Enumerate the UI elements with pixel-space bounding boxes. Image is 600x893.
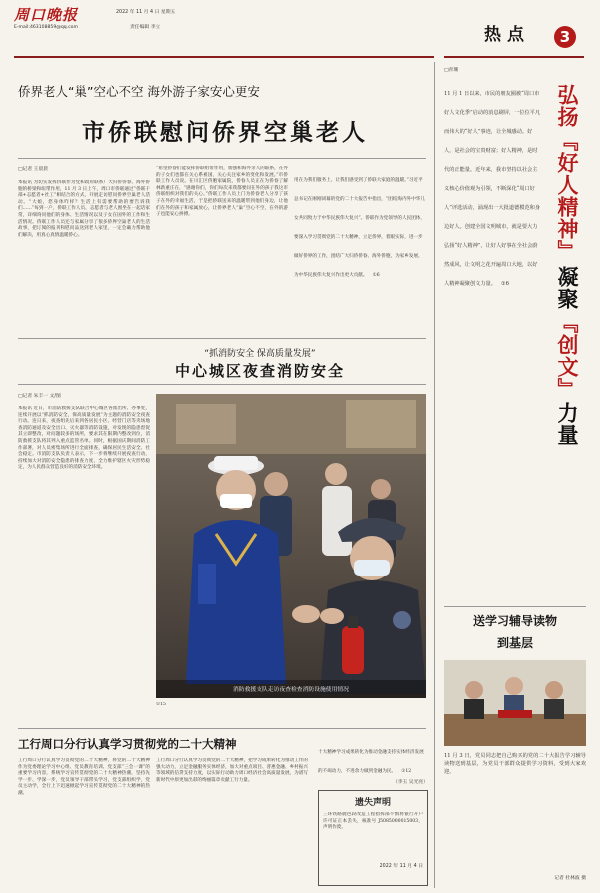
fire-body: 本报讯 近日，市消防救援支队联合中心城区各派出所、办事处，连续开展以“抓消防安全，保高质量发展”为主题的消防安全夜查行动。连日来，夜查组先后来到各居民小区、经营门店等夹场地查消防通道及安全出口、灭火器等消防设施，对发现的隐患督促其立即整改，对问题较多的场所，要求其在限期内整改到位，消防救援支队将其列入重点监管名单。同时，根据国庆期间消防工作部署，对人员密集场所进行全面排查，确保居民生活安全、社会稳定。市消防支队负责人表示，下一步将继续开展夜查行动，持续加大对消防安全隐患的排查力度，全力维护辖区火灾形势稳定，为人民群众营造良好的消防安全环境。 [18, 406, 150, 471]
fire-rule [18, 384, 426, 385]
right-column-end-mark: ①6 [500, 281, 509, 287]
lead-byline: □记者 王晨晨 [18, 167, 49, 172]
masthead-rule [14, 56, 434, 58]
bottom-col3 [318, 738, 428, 788]
fire-byline: □记者 朱丰一 文/图 [18, 394, 61, 399]
lost-notice-body: 三环铁路鹿邑段改造工程指挥部不慎将银行开户许可证正本丢失，核准号 J5085000015003，声明作废。 [323, 812, 423, 831]
lead-col1: 本报讯 为切实发挥侨联作为党和政府联系广大归侨侨眷、海外侨胞的桥梁和纽带作用，11 月 3 日上午，周口市侨联通过“侨联干部+志愿者+社工”相结合的方式，开展走访慰问侨界空巢老人活动。“大娘，您身体咋样？生活上有需要帮助的要告诉我们……”每到一户，侨联工作人员、志愿者与老人围坐在一起话家常，详细询问他们的身体、生活情况以及子女在国外的工作和生活情况。侨联工作人员还与家属分享了很多侨界空巢老人的生活故事，把订阅的报刊和慰问品送到老人家里，一定会确力帮助他们解决，用真心真情温暖侨心。 [18, 180, 150, 238]
lost-notice-title: 遗失声明 [354, 798, 391, 808]
lead-rule [18, 158, 426, 159]
bottom-col1: 工行周口分行认真学习贯彻党的二十大精神，将党的二十大精神作为党委理论学习中心组、党员教育培训、党支部“三会一课”的重要学习内容，系统学习宣传贯彻党的二十大精神热潮，坚持先学一步、学深一步，党员领导干部带头学习，党支部组织学，党员主动学，全行上下迅速掀起学习宣传贯彻党的二十大精神的热潮。 [18, 758, 150, 796]
newspaper-logo: 周口晚报 [14, 6, 79, 24]
section-divider [18, 338, 426, 339]
vertical-headline [546, 84, 588, 456]
right-column-body-wrap [444, 80, 542, 600]
bottom-reporter: （李玉 吴光亮） [392, 780, 428, 785]
sub-photo-illustration [444, 660, 586, 746]
lost-notice-date: 2022 年 11 月 4 日 [379, 864, 423, 869]
bottom-headline: 工行周口分行认真学习贯彻党的二十大精神 [18, 737, 237, 751]
fire-headline: 中心城区夜查消防安全 [174, 362, 345, 380]
vertical-headline-part-2: 『好人精神』 [555, 130, 579, 262]
right-sub-body: 11 月 3 日，党员同志把自己购买的党的二十大报告学习辅导读物送到基层，为党员干部群众提供学习资料，受到大家欢迎。 [444, 753, 586, 775]
fire-inspection-photo [156, 394, 426, 698]
bottom-divider [18, 728, 426, 729]
lead-end-mark: ①6 [372, 273, 380, 278]
lead-col2: “希望侨眷们能发挥侨联组带作用，加强和海外亲人的联系，在外的子女们也都在关心系祖国，关心关注家乡的变化和发展。”市侨联工作人员说。在川汇区侨胞家属院，侨眷人员正在为侨眷了解林新重庄在，“感谢你们，你们每次来我都要问在外的孩子我这市侨联组织对我们的关心。”侨联工作人员上门为侨眷老人分享了孩子在外的幸福生活，于是把侨联送来的温暖带到他们身边，让他们在外的孩子和家属放心，让侨界老人“巢”空心不空，在外的游子也能安心拼搏。 [156, 166, 288, 218]
right-sub-headline-2: 到基层 [496, 636, 533, 650]
email-line: E-mail:463108859@qq.com [14, 25, 78, 30]
lead-headline: 市侨联慰问侨界空巢老人 [82, 119, 368, 146]
page-number-badge [554, 26, 576, 48]
section-title: 热点 [484, 25, 530, 45]
vertical-headline-part-1: 弘扬 [555, 84, 579, 128]
date-line: 2022 年 11 月 4 日 星期五 [116, 10, 176, 15]
bottom-end-mark: ①12 [401, 769, 412, 774]
lead-col3: 用在为我们服务上，让我们感受到了侨联大家庭的温暖。”习近平总书记在刚刚闭幕的党的二十大报告中指出，“团结海内外中华儿女共同致力于中华民族伟大复兴”。侨联作为党领导的人民团体，要深入学习贯彻党的二十大精神，立足侨界，着眼实际，进一步做好侨界的工作，团结广大归侨侨眷、海外侨胞，为家乡发展、为中华民族伟大复兴作出更大贡献。 [294, 178, 425, 278]
masthead [0, 0, 600, 60]
right-sub-divider [444, 606, 586, 607]
fire-end-mark: ①15 [156, 702, 166, 707]
right-column-body: 11 月 1 日以来，市民的朋友圈被“周口市好人文化季”启动的消息刷屏，一位位平凡而伟大的“好人”事迹，让全城感动。好人，是社会的宝贵财富；好人精神，是时代的正能量。近年来，我市坚持以社会主义核心价值观为引领，不断深化“周口好人”评选活动，涌现出一大批道德模范和身边好人。创建全国文明城市，就是要大力弘扬“好人精神”，让好人好事在全社会蔚然成风，让文明之花开遍周口大地，以好人精神凝聚创文力量。 [444, 91, 541, 287]
bottom-col3-text: 十大精神学习成果转化为推动金融支持实体经济发展的不竭动力，不进余力做到金融为民。 [318, 750, 424, 774]
right-sub-byline: 记者 杜林波 摄 [554, 876, 586, 881]
photo-illustration [156, 394, 426, 698]
lead-kicker: 侨界老人“巢”空心不空 海外游子家安心更安 [18, 84, 260, 99]
fire-kicker: “抓消防安全 保高质量发展” [204, 349, 316, 359]
right-column-label: □青珊 [444, 68, 459, 73]
right-sub-photo [444, 660, 586, 746]
vertical-headline-part-4: 『创文』 [555, 312, 579, 400]
vertical-headline-part-5: 力量 [555, 402, 579, 446]
masthead-rule-right [444, 56, 584, 58]
right-column-border [434, 62, 435, 888]
vertical-headline-part-3: 凝聚 [555, 266, 579, 310]
lead-col3-wrap [294, 166, 426, 332]
fire-body-cont [156, 702, 426, 724]
right-sub-headline-1: 送学习辅导读物 [472, 614, 557, 628]
lost-notice [318, 790, 428, 886]
bottom-col2: 工行周口分行认真学习贯彻党的二十大精神，把学习成果转化为推动工作的强大动力，立足金融服务实体经济，加大对重点项目、普惠金融、乡村振兴等领域的信贷支持力度，以实际行动助力周口经济社会高质量发展，为谱写新时代中原更加出彩的绚丽篇章贡献工行力量。 [156, 758, 308, 783]
editor-line: 责任编辑 李立 [130, 25, 161, 30]
photo-caption: 消防救援支队走访夜查检查消防设施使用情况 [233, 687, 349, 693]
page-number: 3 [559, 28, 571, 46]
